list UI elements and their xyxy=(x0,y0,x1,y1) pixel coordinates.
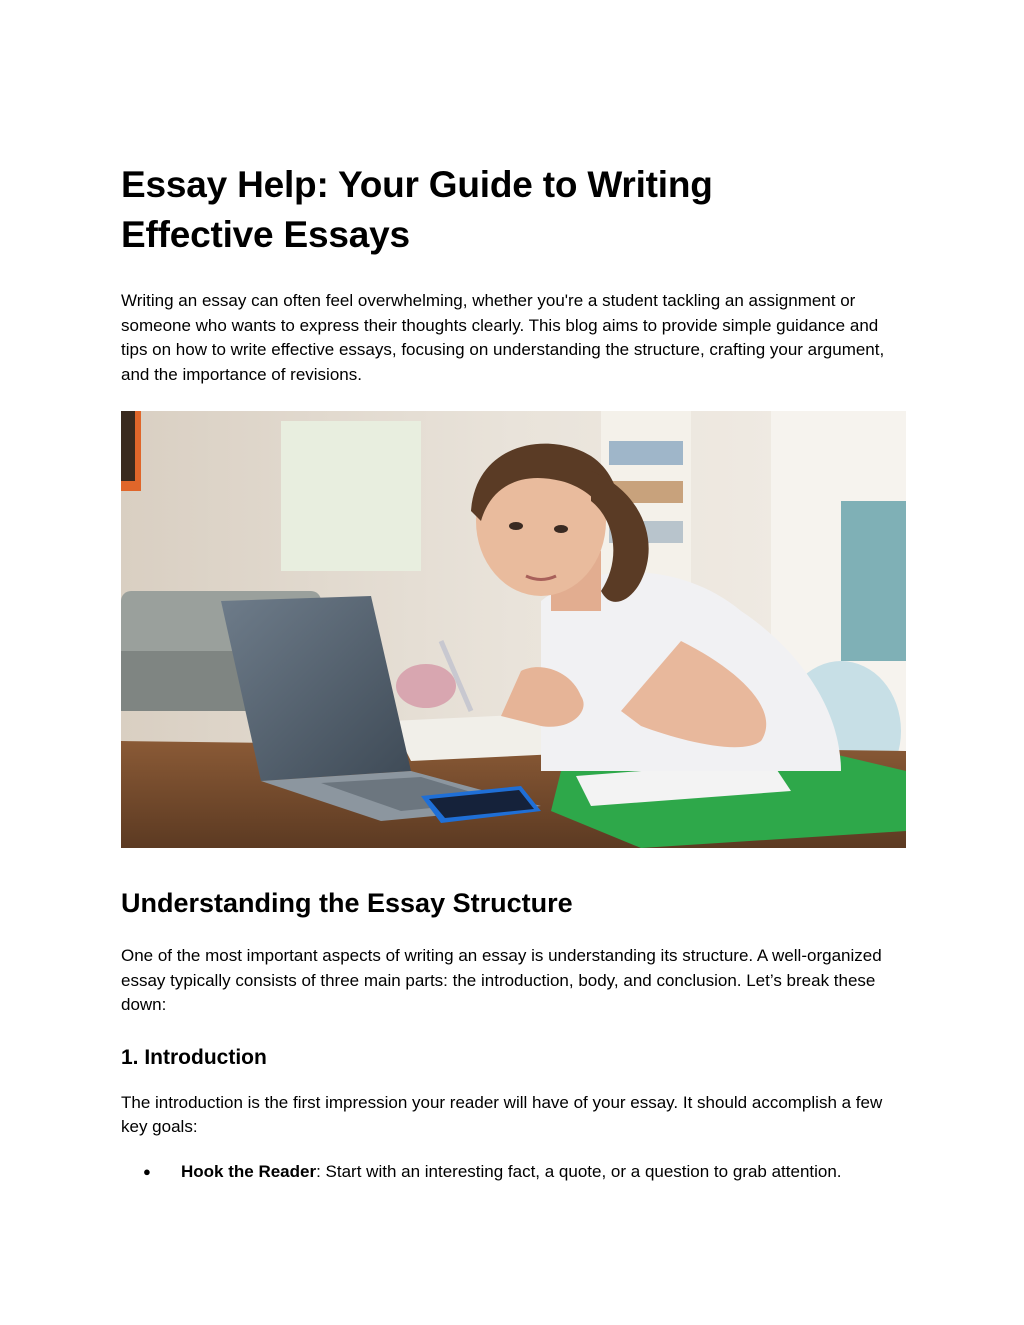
list-item-bold: Hook the Reader xyxy=(181,1161,317,1181)
list-item xyxy=(121,1160,911,1185)
subheading-introduction: 1. Introduction xyxy=(121,1045,267,1069)
intro-paragraph: Writing an essay can often feel overwhelming, whether you're a student tackling an assignment or someone who wants to express their thoughts clearly. This blog aims to provide simple guidance and tips on how to write effective essays, focusing on understanding the structure, crafting your argument, and the importance of revisions. xyxy=(121,291,885,384)
section-heading: Understanding the Essay Structure xyxy=(121,888,573,918)
title-line-2: Effective Essays xyxy=(121,214,410,255)
photo-student-writing-at-laptop-icon xyxy=(121,411,906,848)
goals-list xyxy=(121,1160,911,1185)
list-item-text: : Start with an interesting fact, a quote, or a question to grab attention. xyxy=(316,1161,842,1181)
section-paragraph: One of the most important aspects of writing an essay is understanding its structure. A well-organized essay typically consists of three main parts: the introduction, body, and conclusion. Let’s break these down: xyxy=(121,946,882,1014)
bullet-icon: ● xyxy=(143,1163,151,1179)
article-title xyxy=(121,160,911,260)
title-line-1: Essay Help: Your Guide to Writing xyxy=(121,164,713,205)
student-photo xyxy=(121,411,906,848)
introduction-paragraph: The introduction is the first impression your reader will have of your essay. It should accomplish a few key goals: xyxy=(121,1092,883,1136)
article-body xyxy=(121,160,911,1184)
